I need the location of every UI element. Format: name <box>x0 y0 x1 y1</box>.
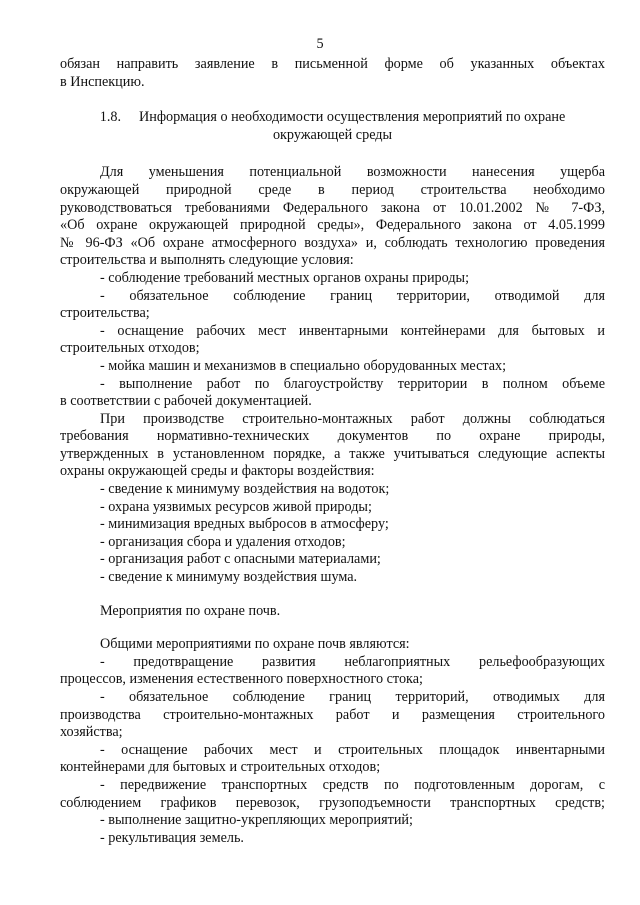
text-line: хозяйства; <box>60 724 123 741</box>
text-line: руководствоваться требованиями Федерального закона от 10.01.2002 № 7-ФЗ, <box>60 199 605 216</box>
text-line: строительства; <box>60 305 150 322</box>
text-line: в соответствии с рабочей документацией. <box>60 393 312 410</box>
list-item: - обязательное соблюдение границ территории, отводимой для <box>100 287 605 304</box>
section-heading <box>60 109 605 127</box>
text-line: № 96-ФЗ «Об охране атмосферного воздуха» и, соблюдать технологию проведения <box>60 234 605 251</box>
text-line: При производстве строительно-монтажных работ должны соблюдаться <box>100 410 605 427</box>
list-item: - охрана уязвимых ресурсов живой природы; <box>100 498 372 515</box>
text-line: «Об охране окружающей природной среды», Федерального закона от 4.05.1999 <box>60 217 605 234</box>
list-item: - сведение к минимуму воздействия шума. <box>100 569 358 586</box>
text-line: контейнерами для бытовых и строительных отходов; <box>60 759 381 776</box>
section-number: 1.8. <box>99 109 121 126</box>
text-line: Мероприятия по охране почв. <box>100 602 281 619</box>
list-item: - выполнение защитно-укрепляющих мероприятий; <box>100 812 413 829</box>
list-item: - организация работ с опасными материалами; <box>100 551 381 568</box>
text-line: строительства и выполнять следующие условия: <box>60 252 354 269</box>
list-item: - обязательное соблюдение границ территорий, отводимых для <box>100 689 605 705</box>
page-number: 5 <box>316 36 324 52</box>
section-title-line: Информация о необходимости осуществления мероприятий по охране <box>139 109 566 126</box>
list-item: - оснащение рабочих мест инвентарными контейнерами для бытовых и <box>100 322 605 339</box>
list-item: - организация сбора и удаления отходов; <box>100 533 346 550</box>
list-item: - минимизация вредных выбросов в атмосферу; <box>100 516 389 533</box>
list-item: - передвижение транспортных средств по подготовленным дорогам, с <box>100 776 605 793</box>
text-line: производства строительно-монтажных работ и размещения строительного <box>60 706 605 723</box>
text-line: Общими мероприятиями по охране почв являются: <box>100 636 410 653</box>
list-item: - сведение к минимуму воздействия на водоток; <box>100 481 390 498</box>
list-item: - оснащение рабочих мест и строительных площадок инвентарными <box>100 741 605 758</box>
text-line: соблюдением графиков перевозок, грузоподъемности транспортных средств; <box>60 794 605 811</box>
text-line: требования нормативно-технических документов по охране природы, <box>60 428 605 445</box>
section-title-line: окружающей среды <box>272 126 393 143</box>
document-body <box>60 56 605 847</box>
text-line: обязан направить заявление в письменной форме об указанных объектах <box>60 56 605 72</box>
list-item: - соблюдение требований местных органов охраны природы; <box>100 269 470 286</box>
text-line: Для уменьшения потенциальной возможности нанесения ущерба <box>100 164 605 181</box>
list-item: - выполнение работ по благоустройству территории в полном объеме <box>100 375 605 392</box>
text-line: процессов, изменения естественного поверхностного стока; <box>60 671 423 688</box>
text-line: утвержденных в установленном порядке, а также учитываться следующие аспекты <box>60 445 605 462</box>
list-item: - предотвращение развития неблагоприятных рельефообразующих <box>100 653 605 670</box>
text-line: охраны окружающей среды и факторы воздействия: <box>60 463 375 480</box>
list-item: - рекультивация земель. <box>100 829 244 846</box>
text-line: в Инспекцию. <box>60 73 145 90</box>
text-line: строительных отходов; <box>60 340 200 357</box>
list-item: - мойка машин и механизмов в специально оборудованных местах; <box>100 357 507 374</box>
text-line: окружающей природной среде в период строительства необходимо <box>60 181 605 198</box>
